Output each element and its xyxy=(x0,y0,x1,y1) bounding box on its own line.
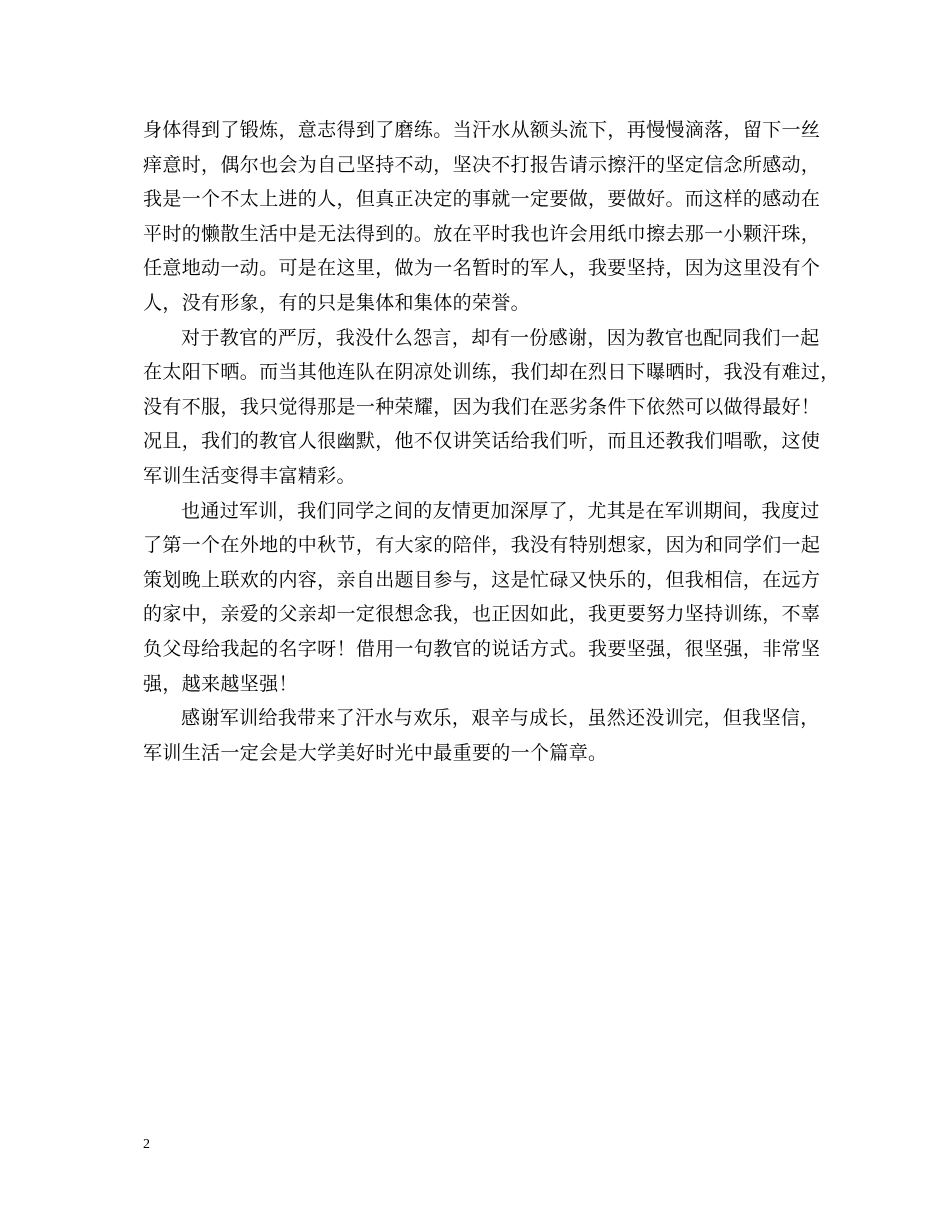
text-line: 策划晚上联欢的内容，亲自出题目参与，这是忙碌又快乐的，但我相信，在远方 xyxy=(143,568,821,591)
text-line: 军训生活一定会是大学美好时光中最重要的一个篇章。 xyxy=(143,741,608,764)
text-line: 任意地动一动。可是在这里，做为一名暂时的军人，我要坚持，因为这里没有个 xyxy=(143,257,821,280)
text-line: 在太阳下晒。而当其他连队在阴凉处训练，我们却在烈日下曝晒时，我没有难过， xyxy=(143,361,840,384)
text-line: 痒意时，偶尔也会为自己坚持不动，坚决不打报告请示擦汗的坚定信念所感动， xyxy=(143,153,821,176)
paragraph xyxy=(143,113,823,321)
text-line: 军训生活变得丰富精彩。 xyxy=(143,464,356,487)
text-line: 了第一个在外地的中秋节，有大家的陪伴，我没有特别想家，因为和同学们一起 xyxy=(143,534,821,557)
document-body xyxy=(143,113,840,770)
text-line: 平时的懒散生活中是无法得到的。放在平时我也许会用纸巾擦去那一小颗汗珠， xyxy=(143,222,821,245)
text-line: 强，越来越坚强！ xyxy=(143,672,298,695)
text-line: 感谢军训给我带来了汗水与欢乐，艰辛与成长，虽然还没训完，但我坚信， xyxy=(181,707,820,730)
text-line: 对于教官的严厉，我没什么怨言，却有一份感谢，因为教官也配同我们一起 xyxy=(181,326,820,349)
text-line: 人，没有形象，有的只是集体和集体的荣誉。 xyxy=(143,291,531,314)
text-line: 负父母给我起的名字呀！借用一句教官的说话方式。我要坚强，很坚强，非常坚 xyxy=(143,637,821,660)
text-line: 也通过军训，我们同学之间的友情更加深厚了，尤其是在军训期间，我度过 xyxy=(181,499,820,522)
text-line: 况且，我们的教官人很幽默，他不仅讲笑话给我们听，而且还教我们唱歌，这使 xyxy=(143,430,821,453)
paragraph xyxy=(143,321,840,494)
page-number: 2 xyxy=(143,1137,150,1152)
text-line: 我是一个不太上进的人，但真正决定的事就一定要做，要做好。而这样的感动在 xyxy=(143,188,821,211)
paragraph xyxy=(143,494,823,702)
text-line: 没有不服，我只觉得那是一种荣耀，因为我们在恶劣条件下依然可以做得最好！ xyxy=(143,395,821,418)
paragraph xyxy=(143,701,823,770)
text-line: 的家中，亲爱的父亲却一定很想念我，也正因如此，我更要努力坚持训练，不辜 xyxy=(143,603,821,626)
text-line: 身体得到了锻炼，意志得到了磨练。当汗水从额头流下，再慢慢滴落，留下一丝 xyxy=(143,119,821,141)
